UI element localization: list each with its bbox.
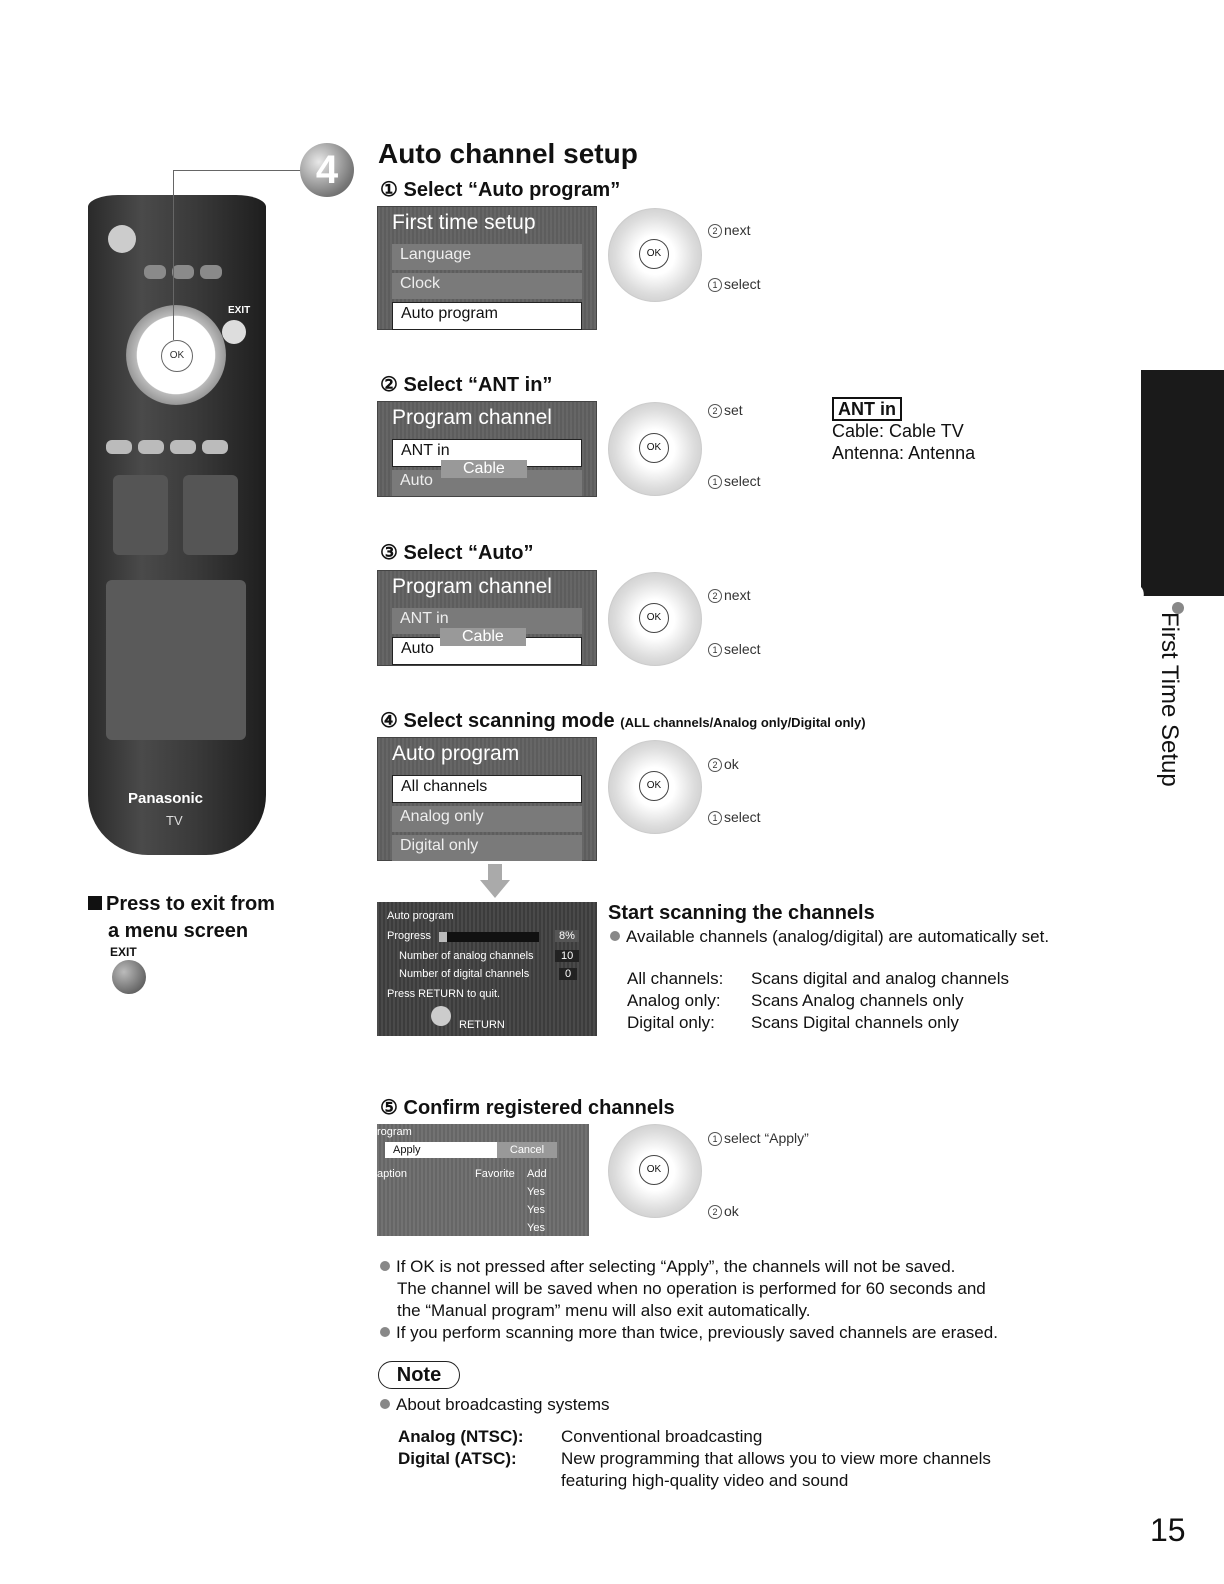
- substep-3-heading: [380, 540, 534, 565]
- menu-item-all-channels[interactable]: All channels: [392, 775, 582, 803]
- confirm-note-1: [380, 1256, 955, 1278]
- quit-instruction: Press RETURN to quit.: [387, 988, 501, 1000]
- step-num-icon: 1: [708, 1132, 722, 1146]
- ok-button-icon: OK: [161, 340, 193, 372]
- scan-mode-value: Scans Analog channels only: [751, 991, 964, 1010]
- remote-button: [202, 440, 228, 454]
- connector-line: [173, 170, 175, 340]
- note-bullet: [380, 1394, 610, 1416]
- ant-in-heading: ANT in: [832, 397, 902, 421]
- add-cell: Yes: [527, 1204, 545, 1216]
- analog-count-label: Number of analog channels: [399, 950, 534, 962]
- substep-number: ⑤: [380, 1097, 398, 1119]
- exit-button-icon: [112, 960, 146, 994]
- step-num-icon: 2: [708, 224, 722, 238]
- exit-label: EXIT: [228, 305, 251, 316]
- remote-button: [113, 475, 168, 555]
- scan-mode-value: Scans digital and analog channels: [751, 969, 1010, 988]
- analog-key: Analog (NTSC):: [398, 1427, 524, 1446]
- ok-icon: OK: [639, 603, 669, 633]
- ok-icon: OK: [639, 239, 669, 269]
- menu-item-auto[interactable]: Auto: [392, 470, 582, 496]
- confirm-title: rogram: [377, 1126, 412, 1138]
- menu-title: First time setup: [392, 211, 536, 234]
- menu-item-auto-program[interactable]: Auto program: [392, 302, 582, 330]
- substep-number: ①: [380, 179, 398, 201]
- cancel-button[interactable]: Cancel: [497, 1142, 557, 1158]
- exit-note: [88, 893, 275, 916]
- substep-number: ④: [380, 710, 398, 732]
- ok-icon: OK: [639, 433, 669, 463]
- row-label: ANT in: [401, 442, 450, 459]
- digital-value-line2: featuring high-quality video and sound: [561, 1471, 849, 1490]
- menu-item-ant-in[interactable]: [392, 608, 582, 645]
- confirm-note-1-line3: the “Manual program” menu will also exit automatically.: [397, 1301, 811, 1320]
- hint-text: select: [724, 809, 761, 825]
- hint-text: next: [724, 587, 751, 603]
- menu-item-ant-in[interactable]: [392, 439, 582, 477]
- remote-button: [200, 265, 222, 279]
- digital-key: Digital (ATSC):: [398, 1449, 517, 1468]
- substep-label: Select “Auto”: [403, 542, 534, 564]
- add-cell: Yes: [527, 1186, 545, 1198]
- bullet-icon: [380, 1327, 390, 1337]
- ant-in-info: [832, 398, 975, 464]
- remote-control-image: [88, 195, 266, 855]
- scan-mode-row: [627, 1012, 959, 1034]
- menu-item-analog-only[interactable]: Analog only: [392, 806, 582, 832]
- dial-hint: [708, 641, 761, 657]
- progress-bar: [439, 932, 539, 942]
- row-value: Cable: [440, 628, 526, 646]
- program-channel-menu: [377, 401, 597, 497]
- remote-dial-icon: [608, 572, 702, 666]
- menu-item-clock[interactable]: Clock: [392, 273, 582, 299]
- analog-value: Conventional broadcasting: [561, 1427, 763, 1446]
- dial-hint: [708, 587, 750, 603]
- program-channel-menu: [377, 570, 597, 666]
- step-num-icon: 2: [708, 589, 722, 603]
- remote-button: [106, 440, 132, 454]
- dial-hint: [708, 402, 743, 418]
- ok-icon: OK: [639, 1155, 669, 1185]
- hint-text: select: [724, 641, 761, 657]
- add-cell: Yes: [527, 1222, 545, 1234]
- exit-button-icon: [222, 320, 246, 344]
- dpad-icon: [431, 1006, 451, 1026]
- hint-text: set: [724, 402, 743, 418]
- row-value: Cable: [441, 460, 527, 478]
- remote-button: [138, 440, 164, 454]
- substep-label: Confirm registered channels: [403, 1097, 675, 1119]
- bullet-icon: [610, 931, 620, 941]
- down-arrow-icon: [480, 864, 510, 898]
- menu-item-auto[interactable]: Auto: [392, 637, 582, 665]
- remote-dial-icon: [608, 208, 702, 302]
- note-text: About broadcasting systems: [396, 1395, 610, 1414]
- hint-text: ok: [724, 756, 739, 772]
- square-bullet-icon: [88, 896, 102, 910]
- menu-title: Program channel: [392, 575, 552, 598]
- dial-hint: [708, 809, 761, 825]
- hint-text: select: [724, 276, 761, 292]
- remote-dial-icon: [608, 1124, 702, 1218]
- substep-label: Select “Auto program”: [403, 179, 621, 201]
- remote-button: [170, 440, 196, 454]
- step-num-icon: 2: [708, 758, 722, 772]
- note-label: Note: [378, 1361, 460, 1389]
- hint-text: select “Apply”: [724, 1130, 809, 1146]
- step-num-icon: 1: [708, 278, 722, 292]
- tab-label-line1: Quick Start: [1116, 583, 1149, 744]
- scan-mode-key: Digital only:: [627, 1013, 715, 1032]
- scan-title: Auto program: [387, 910, 454, 922]
- return-label: RETURN: [459, 1019, 505, 1031]
- scan-mode-key: Analog only:: [627, 991, 721, 1010]
- confirm-screen: [377, 1124, 589, 1236]
- exit-note-line1: Press to exit from: [106, 893, 275, 915]
- power-button-icon: [108, 225, 136, 253]
- substep-4-heading: [380, 708, 866, 733]
- exit-note-line2: a menu screen: [108, 920, 249, 942]
- step-num-icon: 1: [708, 475, 722, 489]
- progress-fill: [439, 932, 447, 942]
- step-num-icon: 2: [708, 1205, 722, 1219]
- step-num-icon: 1: [708, 643, 722, 657]
- scanning-screen: [377, 902, 597, 1036]
- add-column: Add: [527, 1168, 547, 1180]
- auto-program-menu: [377, 737, 597, 861]
- scan-mode-key: All channels:: [627, 969, 724, 988]
- confirm-note-1-line2: The channel will be saved when no operation is performed for 60 seconds and: [397, 1279, 986, 1298]
- scan-mode-row: [627, 990, 964, 1012]
- hint-text: ok: [724, 1203, 739, 1219]
- connector-line: [173, 170, 303, 172]
- bullet-icon: [380, 1399, 390, 1409]
- substep-note: (ALL channels/Analog only/Digital only): [620, 715, 866, 730]
- tab-label-line2: Guide: [1082, 583, 1115, 669]
- remote-button: [172, 265, 194, 279]
- analog-count-value: 10: [555, 950, 579, 962]
- ant-info-cable: Cable: Cable TV: [832, 421, 964, 441]
- progress-label: Progress: [387, 930, 432, 942]
- favorite-column: Favorite: [475, 1168, 515, 1180]
- substep-label: Select “ANT in”: [403, 374, 553, 396]
- substep-number: ③: [380, 542, 398, 564]
- number-keypad-icon: [106, 580, 246, 740]
- confirm-note-2: [380, 1322, 998, 1344]
- page-number: 15: [1150, 1512, 1186, 1548]
- step-num-icon: 1: [708, 811, 722, 825]
- hint-text: next: [724, 222, 751, 238]
- scanning-bullet: [610, 926, 1049, 948]
- step-number-badge: 4: [300, 143, 354, 197]
- note-text: If you perform scanning more than twice, previously saved channels are erased.: [396, 1323, 998, 1342]
- remote-model: TV: [166, 813, 183, 828]
- dial-hint: [708, 756, 739, 772]
- row-label: ANT in: [400, 610, 449, 627]
- remote-button: [144, 265, 166, 279]
- remote-button: [183, 475, 238, 555]
- hint-text: select: [724, 473, 761, 489]
- dial-hint: [708, 1203, 739, 1219]
- substep-label: Select scanning mode: [403, 710, 615, 732]
- ok-icon: OK: [639, 771, 669, 801]
- substep-5-heading: [380, 1095, 675, 1120]
- digital-count-value: 0: [559, 968, 577, 980]
- first-time-setup-menu: [377, 206, 597, 330]
- ant-info-antenna: Antenna: Antenna: [832, 443, 976, 463]
- remote-dial-icon: [608, 402, 702, 496]
- menu-item-language[interactable]: Language: [392, 244, 582, 270]
- bullet-text: Available channels (analog/digital) are automatically set.: [626, 927, 1050, 946]
- scan-mode-row: [627, 968, 1009, 990]
- bullet-icon: [380, 1261, 390, 1271]
- apply-button[interactable]: Apply: [385, 1142, 497, 1158]
- step-num-icon: 2: [708, 404, 722, 418]
- remote-brand: Panasonic: [128, 790, 204, 807]
- substep-number: ②: [380, 374, 398, 396]
- menu-title: Program channel: [392, 406, 552, 429]
- caption-column: aption: [377, 1168, 407, 1180]
- remote-dial-icon: [608, 740, 702, 834]
- section-title: Auto channel setup: [378, 138, 638, 169]
- dial-hint: [708, 276, 761, 292]
- dial-hint: [708, 222, 750, 238]
- digital-value: New programming that allows you to view more channels: [561, 1449, 991, 1468]
- substep-1-heading: [380, 177, 620, 202]
- substep-2-heading: [380, 372, 552, 397]
- dpad-icon: [126, 305, 226, 405]
- scan-mode-value: Scans Digital channels only: [751, 1013, 959, 1032]
- section-label-vertical: First Time Setup: [1156, 612, 1183, 787]
- digital-count-label: Number of digital channels: [399, 968, 530, 980]
- progress-value: 8%: [555, 930, 579, 942]
- menu-title: Auto program: [392, 742, 520, 765]
- scanning-heading: Start scanning the channels: [608, 902, 875, 924]
- exit-label-small: EXIT: [110, 945, 137, 959]
- dial-hint: [708, 1130, 809, 1146]
- dial-hint: [708, 473, 761, 489]
- note-text: If OK is not pressed after selecting “Apply”, the channels will not be saved.: [396, 1257, 956, 1276]
- menu-item-digital-only[interactable]: Digital only: [392, 835, 582, 861]
